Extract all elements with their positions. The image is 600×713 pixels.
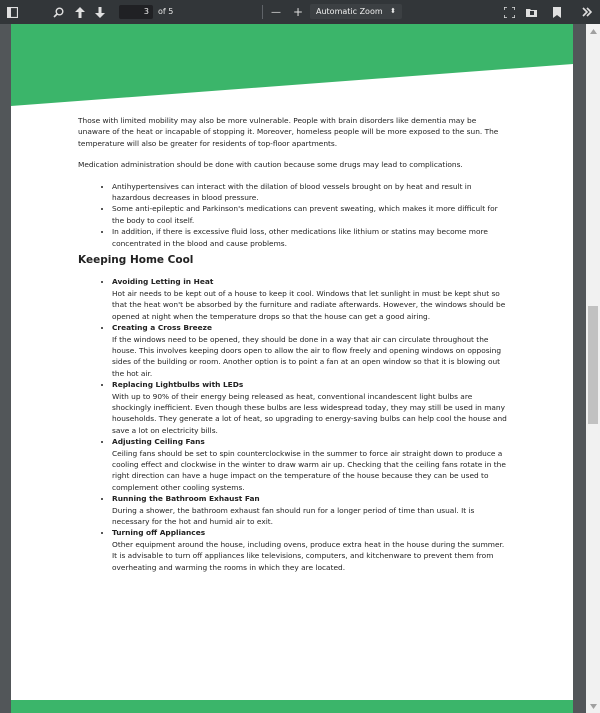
list-item — [112, 379, 510, 436]
tip-title: • Replacing Lightbulbs with LEDs — [112, 380, 244, 390]
tools-chevron-icon[interactable] — [580, 0, 594, 24]
previous-page-icon[interactable] — [73, 0, 87, 24]
tip-text: Ceiling fans should be set to spin counterclockwise in the summer to force air straight down to produce a cooling effect and clockwise in the winter to draw warm air up. Checking that the ceiling fans rotate in the right direction can have a huge impact on the temperature of the house because they can be used to complement other cooling systems. — [112, 448, 506, 492]
sidebar-toggle-icon[interactable] — [4, 0, 20, 24]
tip-text: During a shower, the bathroom exhaust fan should run for a longer period of time than usual. It is necessary for the hot and humid air to exit. — [112, 505, 475, 526]
search-icon[interactable] — [50, 0, 66, 24]
list-item: • Some anti-epileptic and Parkinson's medications can prevent sweating, which makes it more difficult for the body to cool itself. — [112, 203, 510, 226]
scroll-down-arrow-icon[interactable] — [586, 699, 600, 713]
list-item: • In addition, if there is excessive fluid loss, other medications like lithium or statins may become more concentrated in the blood and cause problems. — [112, 226, 510, 249]
page-content — [78, 115, 510, 579]
list-item: • Antihypertensives can interact with the dilation of blood vessels brought on by heat and result in hazardous decreases in blood pressure. — [112, 181, 510, 204]
next-page-icon[interactable] — [93, 0, 107, 24]
zoom-select-label: Automatic Zoom — [316, 7, 383, 16]
tip-text: Hot air needs to be kept out of a house to keep it cool. Windows that let sunlight in must be kept shut so that the heat won't be absorbed by the furniture and radiate afterwards. However, the windows should be opened at night when the temperature drops so that the house can get a good airing. — [112, 288, 506, 321]
tip-title: • Running the Bathroom Exhaust Fan — [112, 494, 260, 504]
toolbar-divider — [262, 5, 263, 19]
zoom-out-button[interactable]: — — [271, 6, 281, 18]
list-item — [112, 493, 510, 527]
viewer-gutter — [573, 24, 586, 713]
list-item — [112, 322, 510, 379]
tip-title: • Avoiding Letting in Heat — [112, 277, 214, 287]
tip-title: • Adjusting Ceiling Fans — [112, 437, 205, 447]
zoom-in-button[interactable]: + — [292, 5, 304, 19]
header-green-band — [11, 24, 573, 108]
page-number-input[interactable]: 3 — [119, 5, 153, 19]
cooling-tips-list — [78, 276, 510, 573]
scroll-up-arrow-icon[interactable] — [586, 24, 600, 38]
scrollbar-thumb[interactable] — [588, 306, 598, 424]
list-item — [112, 527, 510, 573]
tip-title: • Turning off Appliances — [112, 528, 206, 538]
section-heading: Keeping Home Cool — [78, 254, 194, 267]
bookmark-icon[interactable] — [551, 0, 563, 24]
open-file-icon[interactable] — [525, 0, 539, 24]
page-count-label: of 5 — [158, 7, 174, 16]
vertical-scrollbar[interactable] — [586, 24, 600, 713]
fullscreen-icon[interactable] — [502, 0, 516, 24]
medication-bullet-list — [78, 181, 510, 249]
tip-text: If the windows need to be opened, they should be done in a way that air can circulate throughout the house. This involves keeping doors open to allow the air to flow freely and opening windows on opposing sides of the building or room. Another option is to point a fan at an open window so that it is blowing out the hot air. — [112, 334, 502, 378]
pdf-page — [11, 24, 573, 713]
list-item — [112, 276, 510, 322]
paragraph-medication: Medication administration should be done with caution because some drugs may lead to complications. — [78, 160, 463, 170]
tip-text: With up to 90% of their energy being released as heat, conventional incandescent light bulbs are shockingly inefficient. Even though these bulbs are less widespread today, they may still be used in many households. They generate a lot of heat, so upgrading to energy-saving bulbs can help cool the house and save a lot on electricity bills. — [112, 391, 507, 435]
tip-text: Other equipment around the house, including ovens, produce extra heat in the house during the summer. It is advisable to turn off appliances like televisions, computers, and kitchenware to prevent them from overheating and warming the rooms in which they are located. — [112, 539, 505, 572]
chevron-updown-icon: ⬍ — [390, 7, 396, 15]
zoom-select[interactable] — [310, 4, 402, 19]
paragraph-vulnerable-groups: Those with limited mobility may also be more vulnerable. People with brain disorders like dementia may be unaware of the heat or incapable of stopping it. Moreover, homeless people will be more exposed to the sun. The temperature will also be greater for residents of top-floor apartments. — [78, 116, 499, 148]
list-item — [112, 436, 510, 493]
footer-green-band — [11, 700, 573, 713]
pdf-toolbar — [0, 0, 600, 24]
tip-title: • Creating a Cross Breeze — [112, 323, 212, 333]
